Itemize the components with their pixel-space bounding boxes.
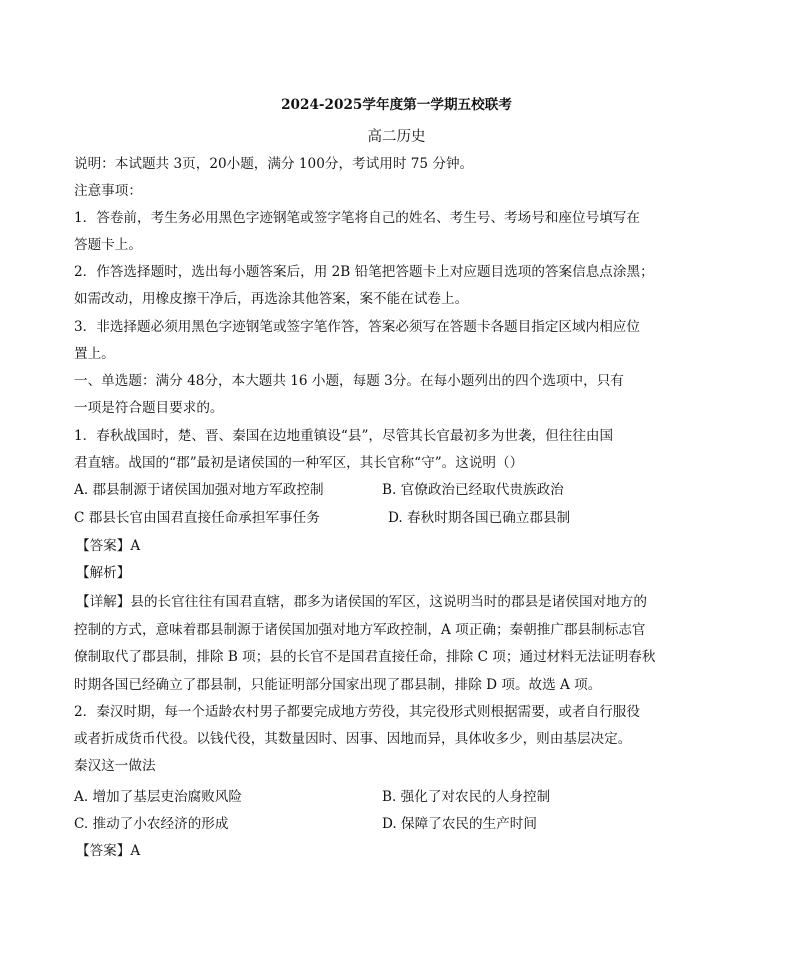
q2-stem-line-1: 2．秦汉时期，每一个适龄农村男子都要完成地方劳役，其完役形式则根据需要，或者自行服役 <box>74 704 640 720</box>
note-3-line-2: 置上。 <box>74 346 115 362</box>
note-2-line-1: 2．作答选择题时，选出每小题答案后，用 2B 铅笔把答题卡上对应题目选项的答案信息点涂黑； <box>74 264 654 280</box>
note-2-line-2: 如需改动，用橡皮擦干净后，再选涂其他答案，案不能在试卷上。 <box>74 291 469 307</box>
q2-option-c: C. 推动了小农经济的形成 <box>74 816 229 832</box>
notice-heading: 注意事项： <box>74 183 142 199</box>
q1-option-b: B. 官僚政治已经取代贵族政治 <box>382 482 564 498</box>
q1-stem-line-1: 1．春秋战国时，楚、晋、秦国在边地重镇设“县”，尽管其长官最初多为世袭，但往往由国 <box>74 428 614 444</box>
q1-stem-line-2: 君直辖。战国的“郡”最初是诸侯国的一种军区，其长官称“守”。这说明（） <box>74 455 524 471</box>
note-1-line-2: 答题卡上。 <box>74 237 142 253</box>
q2-option-a: A. 增加了基层吏治腐败风险 <box>74 789 242 805</box>
q1-analysis-label: 【解析】 <box>76 565 131 581</box>
q1-detail-line-3: 僚制取代了郡县制，排除 B 项；县的长官不是国君直接任命，排除 C 项；通过材料无法证明春秋 <box>74 649 656 665</box>
exam-description: 说明：本试题共 3页，20小题，满分 100分，考试用时 75 分钟。 <box>74 156 474 172</box>
q1-option-d: D. 春秋时期各国已确立郡县制 <box>388 510 571 526</box>
q2-answer: 【答案】A <box>76 843 141 859</box>
section-heading-line-1: 一、单选题：满分 48分，本大题共 16 小题，每题 3分。在每小题列出的四个选项中，只有 <box>74 373 624 389</box>
q2-stem-line-3: 秦汉这一做法 <box>74 758 156 774</box>
q1-detail-line-1: 【详解】县的长官往往有国君直辖，郡多为诸侯国的军区，这说明当时的郡县是诸侯国对地方的 <box>76 594 647 610</box>
q1-option-c: C 郡县长官由国君直接任命承担军事任务 <box>74 510 320 526</box>
section-heading-line-2: 一项是符合题目要求的。 <box>74 400 224 416</box>
exam-title: 2024-2025学年度第一学期五校联考 <box>281 97 512 113</box>
q1-detail-line-2: 控制的方式，意味着郡县制源于诸侯国加强对地方军政控制，A 项正确；秦朝推广郡县制标志官 <box>74 622 646 638</box>
q1-option-a: A. 郡县制源于诸侯国加强对地方军政控制 <box>74 482 324 498</box>
q1-answer: 【答案】A <box>76 538 141 554</box>
q2-option-d: D. 保障了农民的生产时间 <box>382 816 537 832</box>
subject-title: 高二历史 <box>367 129 426 145</box>
q1-detail-line-4: 时期各国已经确立了郡县制，只能证明部分国家出现了郡县制，排除 D 项。故选 A 项。 <box>74 677 602 693</box>
note-3-line-1: 3．非选择题必须用黑色字迹钢笔或签字笔作答，答案必须写在答题卡各题目指定区域内相应位 <box>74 319 640 335</box>
q2-option-b: B. 强化了对农民的人身控制 <box>382 789 551 805</box>
q2-stem-line-2: 或者折成货币代役。以钱代役，其数量因时、因事、因地而异，具体收多少，则由基层决定。 <box>74 731 632 747</box>
note-1-line-1: 1．答卷前，考生务必用黑色字迹钢笔或签字笔将自己的姓名、考生号、考场号和座位号填写在 <box>74 210 640 226</box>
